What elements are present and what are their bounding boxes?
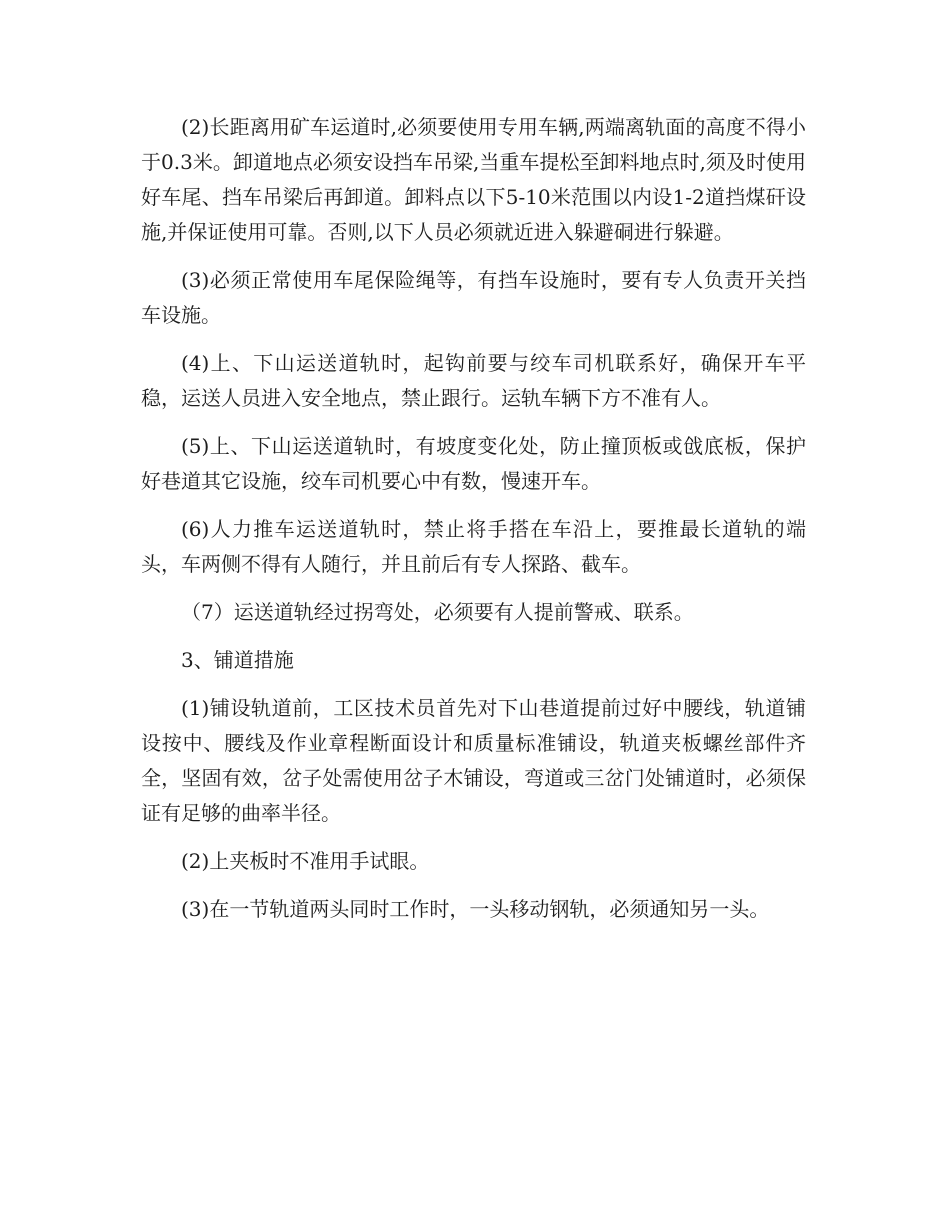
- paragraph-before-laying: (1)铺设轨道前，工区技术员首先对下山巷道提前过好中腰线，轨道铺设按中、腰线及作业章程断面设计和质量标准铺设，轨道夹板螺丝部件齐全，坚固有效，岔子处需使用岔子木铺设，弯道或三岔门处铺道时，必须保证有足够的曲率半径。: [141, 696, 806, 825]
- paragraph-both-ends-work: (3)在一节轨道两头同时工作时，一头移动钢轨，必须通知另一头。: [181, 897, 770, 921]
- paragraph-fishplate: (2)上夹板时不准用手试眼。: [181, 849, 430, 873]
- paragraph-tail-safety-rope: (3)必须正常使用车尾保险绳等，有挡车设施时，要有专人负责开关挡车设施。: [141, 268, 806, 327]
- paragraph-turning-warning: （7）运送道轨经过拐弯处，必须要有人提前警戒、联系。: [181, 600, 694, 624]
- document-body: [141, 110, 806, 940]
- paragraph-slope-change: (5)上、下山运送道轨时，有坡度变化处，防止撞顶板或戗底板，保护好巷道其它设施，绞车司机要心中有数，慢速开车。: [141, 434, 806, 493]
- paragraph-manual-pushing: (6)人力推车运送道轨时，禁止将手搭在车沿上，要推最长道轨的端头，车两侧不得有人随行，并且前后有专人探路、截车。: [141, 517, 806, 576]
- section-heading-track-laying: 3、铺道措施: [181, 648, 294, 672]
- paragraph-uphill-downhill-transport: (4)上、下山运送道轨时，起钩前要与绞车司机联系好，确保开车平稳，运送人员进入安全地点，禁止跟行。运轨车辆下方不准有人。: [141, 351, 806, 410]
- paragraph-transport-long-distance: (2)长距离用矿车运道时,必须要使用专用车辆,两端离轨面的高度不得小于0.3米。卸道地点必须安设挡车吊梁,当重车提松至卸料地点时,须及时使用好车尾、挡车吊梁后再卸道。卸料点以下5-10米范围以内设1-2道挡煤矸设施,并保证使用可靠。否则,以下人员必须就近进入躲避硐进行躲避。: [141, 115, 806, 244]
